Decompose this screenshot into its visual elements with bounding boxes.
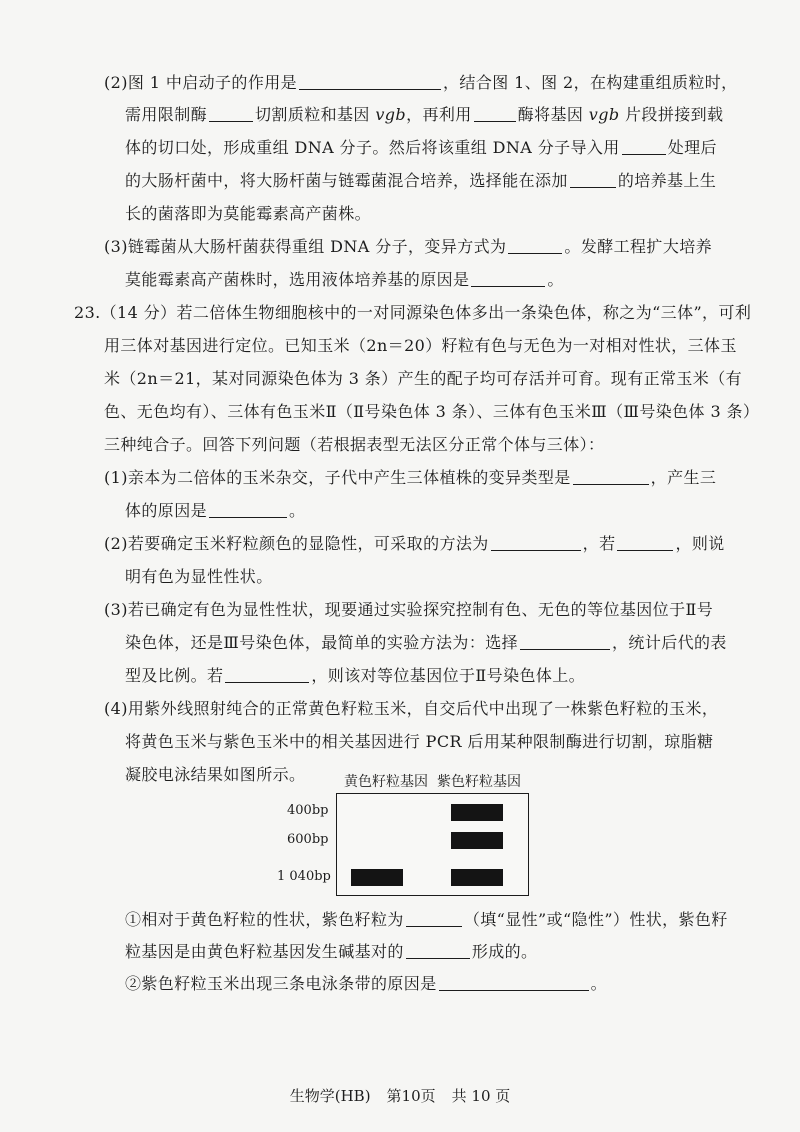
q23-sub4-q2-line1: [125, 973, 607, 995]
answer-blank[interactable]: [406, 910, 462, 927]
q23-sub4-line3: [125, 764, 305, 786]
q22-part2-line3: [125, 137, 717, 159]
q22-p2-text: 处理后: [667, 138, 717, 157]
answer-blank[interactable]: [622, 138, 666, 155]
answer-blank[interactable]: [570, 171, 616, 188]
q22-p3-text: 莫能霉素高产菌株时，选用液体培养基的原因是: [125, 270, 470, 289]
q23-sub1-line2: [125, 500, 305, 522]
answer-blank[interactable]: [406, 942, 470, 959]
q23-s4-text: (4)用紫外线照射纯合的正常黄色籽粒玉米，自交后代中出现了一株紫色籽粒的玉米，: [104, 699, 719, 718]
q22-p2-text: 切割质粒和基因: [255, 105, 370, 124]
q23-intro-text: 23.（14 分）若二倍体生物细胞核中的一对同源染色体多出一条染色体，称之为“三体”，可利: [74, 303, 752, 322]
q23-s4-q1-text: 形成的。: [471, 942, 538, 961]
q23-s1-text: 体的原因是: [125, 501, 208, 520]
q23-sub3-line2: [125, 632, 727, 654]
footer-page-number: 第10页: [386, 1087, 436, 1105]
answer-blank[interactable]: [474, 105, 516, 122]
q22-part2-line2: [125, 104, 723, 126]
q22-p2-text: 的培养基上生: [617, 171, 717, 190]
q23-s4-q2-text: ②紫色籽粒玉米出现三条电泳条带的原因是: [125, 974, 437, 993]
gene-name: vgb: [588, 105, 620, 124]
q23-s4-text: 凝胶电泳结果如图所示。: [125, 765, 306, 784]
q22-p2-text: ，结合图 1、图 2，在构建重组质粒时，: [443, 73, 738, 92]
q22-p3-text: 。: [547, 270, 564, 289]
q22-p3-text: (3)链霉菌从大肠杆菌获得重组 DNA 分子，变异方式为: [104, 237, 507, 256]
q23-intro-line4: [104, 401, 759, 423]
q22-part2-line5: [125, 203, 371, 225]
q23-intro-text: 三种纯合子。回答下列问题（若根据表型无法区分正常个体与三体）：: [104, 435, 605, 454]
answer-blank[interactable]: [617, 534, 673, 551]
q23-s2-text: ，若: [582, 534, 616, 553]
q22-p2-text: 的大肠杆菌中，将大肠杆菌与链霉菌混合培养，选择能在添加: [125, 171, 568, 190]
q23-s1-text: ，产生三: [650, 468, 717, 487]
q23-s4-q2-text: 。: [590, 974, 608, 993]
gel-image: [336, 793, 529, 896]
q22-p2-text: (2)图 1 中启动子的作用是: [104, 73, 298, 92]
q23-s4-q1-text: 粒基因是由黄色籽粒基因发生碱基对的: [125, 942, 404, 961]
q23-sub2-line1: [104, 533, 725, 555]
q22-p2-text: 体的切口处，形成重组 DNA 分子。然后将该重组 DNA 分子导入用: [125, 138, 620, 157]
q23-s2-text: ，则说: [675, 534, 725, 553]
q22-part2-line4: [125, 170, 716, 192]
q23-sub4-q1-line2: [125, 941, 537, 963]
answer-blank[interactable]: [209, 501, 287, 518]
q22-p2-text: 长的菌落即为莫能霉素高产菌株。: [125, 204, 372, 223]
gel-lane1-label: 黄色籽粒基因: [344, 774, 428, 790]
q22-part2-line1: [104, 72, 738, 94]
q23-s3-text: 型及比例。若: [125, 666, 224, 685]
q23-intro-line5: [104, 434, 604, 456]
answer-blank[interactable]: [508, 237, 562, 254]
answer-blank[interactable]: [491, 534, 581, 551]
q23-sub4-line1: [104, 698, 718, 720]
q23-s4-text: 将黄色玉米与紫色玉米中的相关基因进行 PCR 后用某种限制酶进行切割，琼脂糖: [125, 732, 714, 751]
q23-s3-text: (3)若已确定有色为显性性状，现要通过实验探究控制有色、无色的等位基因位于Ⅱ号: [104, 600, 714, 619]
q23-s3-text: ，统计后代的表: [612, 633, 727, 652]
q22-p2-text: 酶将基因: [517, 105, 584, 124]
q23-s4-q1-text: （填“显性”或“隐性”）性状，紫色籽: [463, 910, 728, 929]
gel-band-lane2-600bp: [451, 832, 503, 849]
q23-sub2-line2: [125, 566, 273, 588]
gel-band-lane1-1040bp: [351, 869, 403, 886]
answer-blank[interactable]: [225, 666, 309, 683]
footer-total-pages: 共 10 页: [451, 1087, 511, 1105]
q23-s2-text: (2)若要确定玉米籽粒颜色的显隐性，可采取的方法为: [104, 534, 489, 553]
gene-name: vgb: [375, 105, 407, 124]
q22-p2-text: ，再利用: [406, 105, 472, 124]
q23-intro-text: 用三体对基因进行定位。已知玉米（2n＝20）籽粒有色与无色为一对相对性状，三体玉: [104, 336, 737, 355]
q22-part3-line1: [104, 236, 712, 258]
q23-sub3-line1: [104, 599, 713, 621]
q23-sub4-line2: [125, 731, 713, 753]
answer-blank[interactable]: [209, 105, 253, 122]
q23-sub3-line3: [125, 665, 585, 687]
q23-s1-text: 。: [289, 501, 306, 520]
q23-sub1-line1: [104, 467, 716, 489]
gel-lane2-label: 紫色籽粒基因: [437, 774, 521, 790]
q23-intro-text: 色、无色均有）、三体有色玉米Ⅱ（Ⅱ号染色体 3 条）、三体有色玉米Ⅲ（Ⅲ号染色体 3 条）: [104, 402, 760, 421]
answer-blank[interactable]: [471, 270, 545, 287]
answer-blank[interactable]: [520, 633, 610, 650]
page-footer: [0, 1086, 800, 1106]
q23-s2-text: 明有色为显性性状。: [125, 567, 273, 586]
q23-s4-q1-text: ①相对于黄色籽粒的性状，紫色籽粒为: [125, 910, 404, 929]
gel-band-lane2-400bp: [451, 804, 503, 821]
answer-blank[interactable]: [299, 73, 441, 90]
answer-blank[interactable]: [439, 974, 589, 991]
q22-p2-text: 片段拼接到载: [625, 105, 724, 124]
q23-s1-text: (1)亲本为二倍体的玉米杂交，子代中产生三体植株的变异类型是: [104, 468, 571, 487]
marker-label-400bp: 400bp: [287, 803, 329, 818]
gel-band-lane2-1040bp: [451, 869, 503, 886]
q23-intro-line2: [104, 335, 737, 357]
q23-intro-text: 米（2n＝21，某对同源染色体为 3 条）产生的配子均可存活并可育。现有正常玉米（有: [104, 369, 742, 388]
q22-p3-text: 。发酵工程扩大培养: [564, 237, 713, 256]
marker-label-1040bp: 1 040bp: [277, 869, 331, 884]
q23-intro-line3: [104, 368, 742, 390]
q22-part3-line2: [125, 269, 564, 291]
q22-p2-text: 需用限制酶: [125, 105, 208, 124]
answer-blank[interactable]: [573, 468, 649, 485]
footer-subject: 生物学(HB): [289, 1087, 371, 1105]
q23-s3-text: ，则该对等位基因位于Ⅱ号染色体上。: [311, 666, 586, 685]
q23-intro-line1: [74, 302, 751, 324]
q23-sub4-q1-line1: [125, 909, 728, 931]
marker-label-600bp: 600bp: [287, 832, 329, 847]
q23-s3-text: 染色体，还是Ⅲ号染色体，最简单的实验方法为：选择: [125, 633, 519, 652]
